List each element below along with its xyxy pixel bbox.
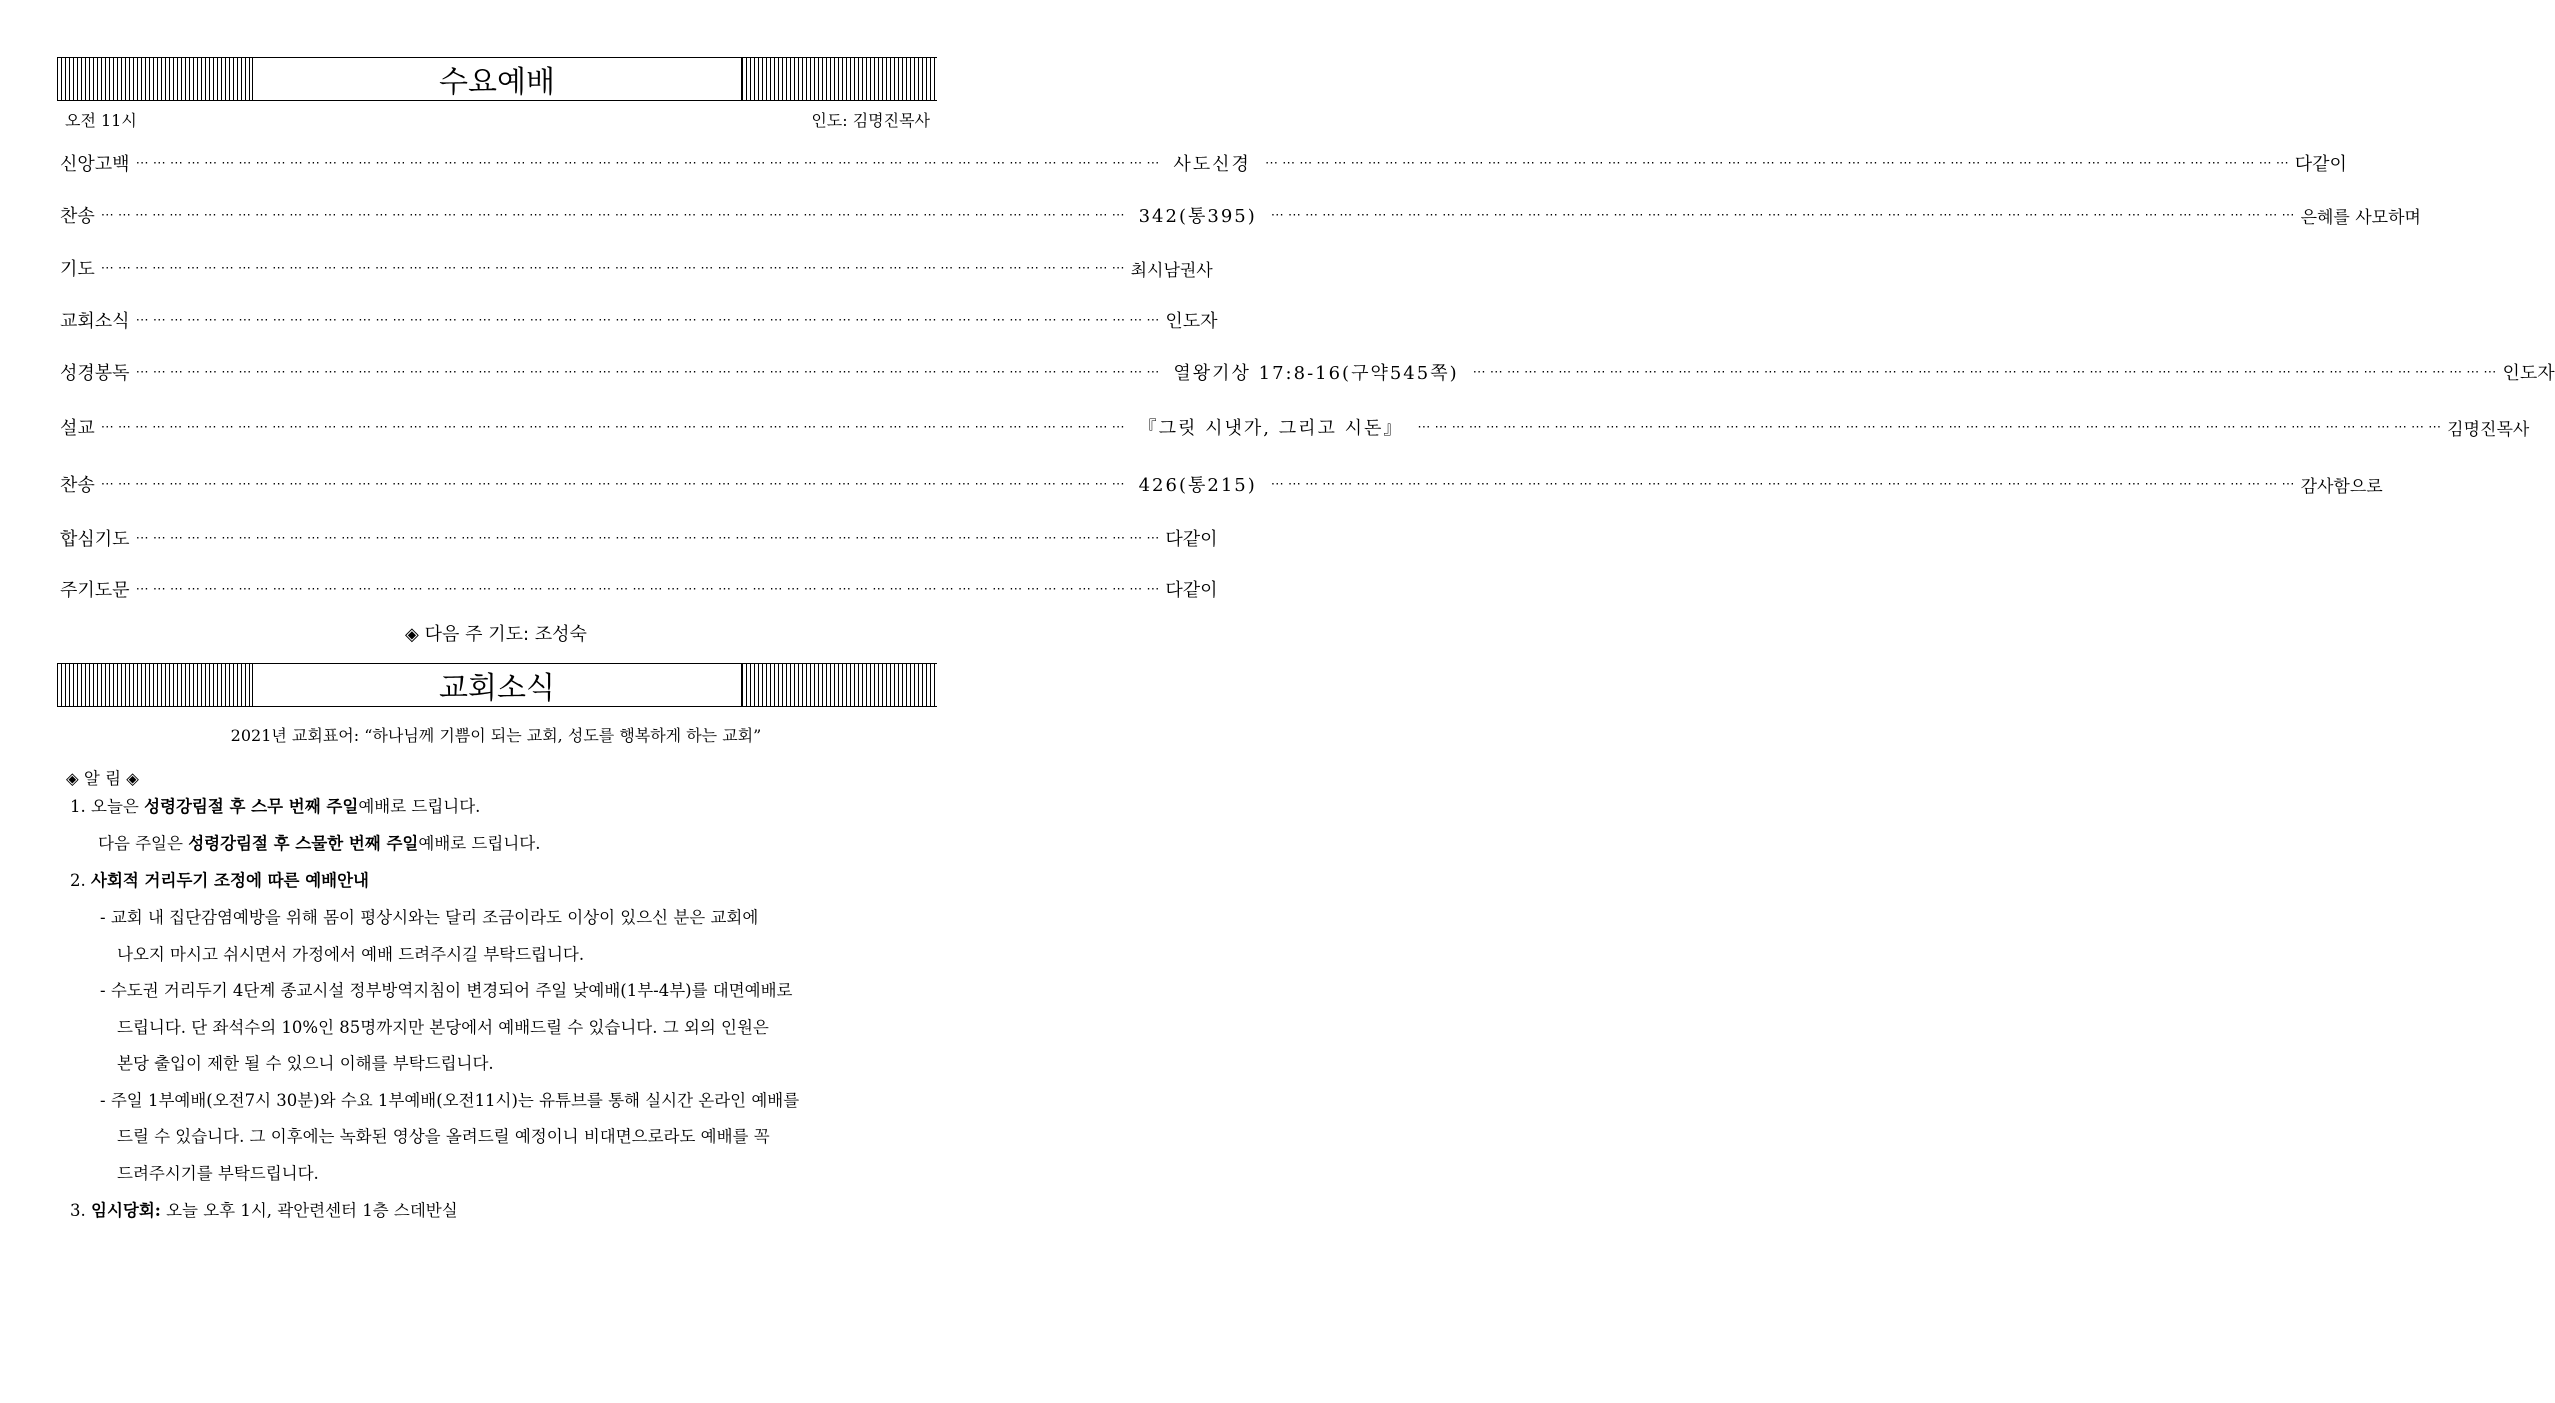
label-char: 교 xyxy=(60,311,78,332)
label-char: 찬 xyxy=(60,206,78,227)
order-item xyxy=(60,469,2383,499)
announcements-header: ◈ 알 림 ◈ xyxy=(66,769,139,788)
order-item-person xyxy=(1165,307,1217,333)
person-text: 최시남권사 xyxy=(1130,260,1213,281)
notice-1 xyxy=(70,793,480,817)
worship-banner xyxy=(57,57,937,101)
order-item-person xyxy=(2295,150,2347,176)
person-text: 자 xyxy=(1200,311,1218,332)
notice-2-line: 드릴 수 있습니다. 그 이후에는 녹화된 영상을 올려드릴 예정이니 비대면으로라도 예배를 꼭 xyxy=(117,1127,770,1146)
order-item-content: 사도신경 xyxy=(1173,154,1251,175)
label-char: 독 xyxy=(112,363,130,384)
notice-2-line: - 주일 1부예배(오전7시 30분)와 수요 1부예배(오전11시)는 유튜브를 통해 실시간 온라인 예배를 xyxy=(100,1091,800,1110)
person-text: 자 xyxy=(2537,363,2555,384)
person-text: 다 xyxy=(1165,580,1183,601)
leader-dots: ⋯ ⋯ ⋯ ⋯ ⋯ ⋯ ⋯ ⋯ ⋯ ⋯ ⋯ ⋯ ⋯ ⋯ ⋯ ⋯ ⋯ ⋯ ⋯ ⋯ ⋯ ⋯ ⋯ ⋯ ⋯ ⋯ ⋯ ⋯ ⋯ ⋯ ⋯ ⋯ ⋯ ⋯ ⋯ ⋯ ⋯ ⋯ ⋯ ⋯ ⋯ ⋯ ⋯ ⋯ ⋯ ⋯ ⋯ ⋯ ⋯ ⋯ ⋯ ⋯ ⋯ ⋯ ⋯ ⋯ ⋯ ⋯ ⋯ ⋯ 426(통215) ⋯ ⋯ ⋯ ⋯ ⋯ ⋯ ⋯ ⋯ ⋯ ⋯ ⋯ ⋯ ⋯ ⋯ ⋯ ⋯ ⋯ ⋯ ⋯ ⋯ ⋯ ⋯ ⋯ ⋯ ⋯ ⋯ ⋯ ⋯ ⋯ ⋯ ⋯ ⋯ ⋯ ⋯ ⋯ ⋯ ⋯ ⋯ ⋯ ⋯ ⋯ ⋯ ⋯ ⋯ ⋯ ⋯ ⋯ ⋯ ⋯ ⋯ ⋯ ⋯ ⋯ ⋯ ⋯ ⋯ ⋯ ⋯ ⋯ ⋯ xyxy=(95,471,2301,497)
notice-text: 다음 주일은 xyxy=(98,834,189,853)
notice-2-line: 본당 출입이 제한 될 수 있으니 이해를 부탁드립니다. xyxy=(117,1054,494,1073)
label-char: 신 xyxy=(60,154,78,175)
order-item-person xyxy=(1165,576,1217,602)
banner-hatch-right xyxy=(742,58,937,100)
leader-dots: ⋯ ⋯ ⋯ ⋯ ⋯ ⋯ ⋯ ⋯ ⋯ ⋯ ⋯ ⋯ ⋯ ⋯ ⋯ ⋯ ⋯ ⋯ ⋯ ⋯ ⋯ ⋯ ⋯ ⋯ ⋯ ⋯ ⋯ ⋯ ⋯ ⋯ ⋯ ⋯ ⋯ ⋯ ⋯ ⋯ ⋯ ⋯ ⋯ ⋯ ⋯ ⋯ ⋯ ⋯ ⋯ ⋯ ⋯ ⋯ ⋯ ⋯ ⋯ ⋯ ⋯ ⋯ ⋯ ⋯ ⋯ ⋯ ⋯ ⋯ xyxy=(135,530,1160,546)
leader-dots: ⋯ ⋯ ⋯ ⋯ ⋯ ⋯ ⋯ ⋯ ⋯ ⋯ ⋯ ⋯ ⋯ ⋯ ⋯ ⋯ ⋯ ⋯ ⋯ ⋯ ⋯ ⋯ ⋯ ⋯ ⋯ ⋯ ⋯ ⋯ ⋯ ⋯ ⋯ ⋯ ⋯ ⋯ ⋯ ⋯ ⋯ ⋯ ⋯ ⋯ ⋯ ⋯ ⋯ ⋯ ⋯ ⋯ ⋯ ⋯ ⋯ ⋯ ⋯ ⋯ ⋯ ⋯ ⋯ ⋯ ⋯ ⋯ ⋯ ⋯ xyxy=(135,312,1160,328)
label-char: 기 xyxy=(94,529,113,550)
label-char: 주 xyxy=(60,580,78,601)
person-text: 인 xyxy=(2502,363,2520,384)
person-text: 같 xyxy=(1182,580,1201,601)
order-item-label xyxy=(60,525,130,551)
notice-2-line: 드려주시기를 부탁드립니다. xyxy=(117,1164,319,1183)
worship-time: 오전 11시 xyxy=(65,111,137,130)
order-item-content: 열왕기상 17:8-16(구약545쪽) xyxy=(1173,363,1459,384)
order-item-content: 426(통215) xyxy=(1138,475,1257,496)
order-item-label xyxy=(60,359,130,385)
banner-hatch-right xyxy=(742,664,937,706)
person-text: 다 xyxy=(1165,529,1183,550)
worship-leader: 인도: 김명진목사 xyxy=(811,111,930,130)
label-char: 문 xyxy=(112,580,130,601)
order-item xyxy=(60,412,2530,442)
church-motto: 2021년 교회표어: “하나님께 기쁨이 되는 교회, 성도를 행복하게 하는 교회” xyxy=(230,726,762,745)
label-char: 도 xyxy=(112,529,130,550)
label-char: 소 xyxy=(94,311,113,332)
label-char: 기 xyxy=(77,580,95,601)
news-banner xyxy=(57,663,937,707)
notice-2-line: - 수도권 거리두기 4단계 종교시설 정부방역지침이 변경되어 주일 낮예배(1부-4부)를 대면예배로 xyxy=(100,981,793,1000)
banner-hatch-left xyxy=(57,664,252,706)
notice-2-line: 나오지 마시고 쉬시면서 가정에서 예배 드려주시길 부탁드립니다. xyxy=(117,945,585,964)
notice-3 xyxy=(70,1197,458,1221)
notice-number: 1. xyxy=(70,797,86,816)
person-text: 인 xyxy=(1165,311,1183,332)
order-item-label xyxy=(60,414,95,440)
notice-2-title: 사회적 거리두기 조정에 따른 예배안내 xyxy=(91,871,370,890)
label-char: 경 xyxy=(77,363,95,384)
news-title: 교회소식 xyxy=(252,664,742,706)
order-item-content: 『그릿 시냇가, 그리고 시돈』 xyxy=(1138,418,1404,439)
person-text: 같 xyxy=(2312,154,2330,175)
notice-2-line: 드립니다. 단 좌석수의 10%인 85명까지만 본당에서 예배드릴 수 있습니다. 그 외의 인원은 xyxy=(117,1018,769,1037)
notice-bold: 성령강림절 후 스물한 번째 주일 xyxy=(188,834,419,853)
order-item xyxy=(60,253,1213,283)
order-item-label xyxy=(60,255,95,281)
order-item-person xyxy=(2301,472,2383,497)
order-item-label xyxy=(60,307,130,333)
label-char: 교 xyxy=(77,418,95,439)
notice-3-text: 오늘 오후 1시, 곽안련센터 1층 스데반실 xyxy=(160,1201,458,1220)
person-text: 이 xyxy=(2329,154,2347,175)
notice-text: 예배로 드립니다. xyxy=(358,797,481,816)
order-item xyxy=(60,148,2347,178)
order-item-person xyxy=(2502,359,2554,385)
order-item-content: 342(통395) xyxy=(1138,206,1257,227)
order-item xyxy=(60,523,1218,553)
order-item-person xyxy=(2447,415,2529,440)
leader-dots: ⋯ ⋯ ⋯ ⋯ ⋯ ⋯ ⋯ ⋯ ⋯ ⋯ ⋯ ⋯ ⋯ ⋯ ⋯ ⋯ ⋯ ⋯ ⋯ ⋯ ⋯ ⋯ ⋯ ⋯ ⋯ ⋯ ⋯ ⋯ ⋯ ⋯ ⋯ ⋯ ⋯ ⋯ ⋯ ⋯ ⋯ ⋯ ⋯ ⋯ ⋯ ⋯ ⋯ ⋯ ⋯ ⋯ ⋯ ⋯ ⋯ ⋯ ⋯ ⋯ ⋯ ⋯ ⋯ ⋯ ⋯ ⋯ ⋯ ⋯ 『그릿 시냇가, 그리고 시돈』 ⋯ ⋯ ⋯ ⋯ ⋯ ⋯ ⋯ ⋯ ⋯ ⋯ ⋯ ⋯ ⋯ ⋯ ⋯ ⋯ ⋯ ⋯ ⋯ ⋯ ⋯ ⋯ ⋯ ⋯ ⋯ ⋯ ⋯ ⋯ ⋯ ⋯ ⋯ ⋯ ⋯ ⋯ ⋯ ⋯ ⋯ ⋯ ⋯ ⋯ ⋯ ⋯ ⋯ ⋯ ⋯ ⋯ ⋯ ⋯ ⋯ ⋯ ⋯ ⋯ ⋯ ⋯ ⋯ ⋯ ⋯ ⋯ ⋯ ⋯ xyxy=(95,414,2447,440)
order-item-person xyxy=(1165,525,1217,551)
person-text: 이 xyxy=(1200,580,1218,601)
person-text: 김명진목사 xyxy=(2447,419,2530,440)
label-char: 고 xyxy=(94,154,113,175)
order-item-person xyxy=(2301,203,2421,228)
label-char: 성 xyxy=(60,363,78,384)
person-text: 도 xyxy=(2519,363,2538,384)
label-char: 심 xyxy=(77,529,95,550)
label-char: 송 xyxy=(77,475,95,496)
next-week-prayer: ◈ 다음 주 기도: 조성숙 xyxy=(405,624,587,645)
banner-hatch-left xyxy=(57,58,252,100)
leader-dots: ⋯ ⋯ ⋯ ⋯ ⋯ ⋯ ⋯ ⋯ ⋯ ⋯ ⋯ ⋯ ⋯ ⋯ ⋯ ⋯ ⋯ ⋯ ⋯ ⋯ ⋯ ⋯ ⋯ ⋯ ⋯ ⋯ ⋯ ⋯ ⋯ ⋯ ⋯ ⋯ ⋯ ⋯ ⋯ ⋯ ⋯ ⋯ ⋯ ⋯ ⋯ ⋯ ⋯ ⋯ ⋯ ⋯ ⋯ ⋯ ⋯ ⋯ ⋯ ⋯ ⋯ ⋯ ⋯ ⋯ ⋯ ⋯ ⋯ ⋯ 사도신경 ⋯ ⋯ ⋯ ⋯ ⋯ ⋯ ⋯ ⋯ ⋯ ⋯ ⋯ ⋯ ⋯ ⋯ ⋯ ⋯ ⋯ ⋯ ⋯ ⋯ ⋯ ⋯ ⋯ ⋯ ⋯ ⋯ ⋯ ⋯ ⋯ ⋯ ⋯ ⋯ ⋯ ⋯ ⋯ ⋯ ⋯ ⋯ ⋯ ⋯ ⋯ ⋯ ⋯ ⋯ ⋯ ⋯ ⋯ ⋯ ⋯ ⋯ ⋯ ⋯ ⋯ ⋯ ⋯ ⋯ ⋯ ⋯ ⋯ ⋯ xyxy=(130,150,2295,176)
order-item-label xyxy=(60,576,130,602)
label-char: 봉 xyxy=(94,363,113,384)
label-char: 도 xyxy=(94,580,113,601)
leader-dots: ⋯ ⋯ ⋯ ⋯ ⋯ ⋯ ⋯ ⋯ ⋯ ⋯ ⋯ ⋯ ⋯ ⋯ ⋯ ⋯ ⋯ ⋯ ⋯ ⋯ ⋯ ⋯ ⋯ ⋯ ⋯ ⋯ ⋯ ⋯ ⋯ ⋯ ⋯ ⋯ ⋯ ⋯ ⋯ ⋯ ⋯ ⋯ ⋯ ⋯ ⋯ ⋯ ⋯ ⋯ ⋯ ⋯ ⋯ ⋯ ⋯ ⋯ ⋯ ⋯ ⋯ ⋯ ⋯ ⋯ ⋯ ⋯ ⋯ ⋯ 342(통395) ⋯ ⋯ ⋯ ⋯ ⋯ ⋯ ⋯ ⋯ ⋯ ⋯ ⋯ ⋯ ⋯ ⋯ ⋯ ⋯ ⋯ ⋯ ⋯ ⋯ ⋯ ⋯ ⋯ ⋯ ⋯ ⋯ ⋯ ⋯ ⋯ ⋯ ⋯ ⋯ ⋯ ⋯ ⋯ ⋯ ⋯ ⋯ ⋯ ⋯ ⋯ ⋯ ⋯ ⋯ ⋯ ⋯ ⋯ ⋯ ⋯ ⋯ ⋯ ⋯ ⋯ ⋯ ⋯ ⋯ ⋯ ⋯ ⋯ ⋯ xyxy=(95,202,2301,228)
notice-2 xyxy=(70,867,369,891)
order-item xyxy=(60,574,1218,604)
notice-text: 오늘은 xyxy=(91,797,145,816)
notice-3-title: 임시당회: xyxy=(91,1201,161,1220)
label-char: 앙 xyxy=(77,154,95,175)
label-char: 도 xyxy=(77,259,95,280)
notice-text: 예배로 드립니다. xyxy=(418,834,541,853)
leader-dots: ⋯ ⋯ ⋯ ⋯ ⋯ ⋯ ⋯ ⋯ ⋯ ⋯ ⋯ ⋯ ⋯ ⋯ ⋯ ⋯ ⋯ ⋯ ⋯ ⋯ ⋯ ⋯ ⋯ ⋯ ⋯ ⋯ ⋯ ⋯ ⋯ ⋯ ⋯ ⋯ ⋯ ⋯ ⋯ ⋯ ⋯ ⋯ ⋯ ⋯ ⋯ ⋯ ⋯ ⋯ ⋯ ⋯ ⋯ ⋯ ⋯ ⋯ ⋯ ⋯ ⋯ ⋯ ⋯ ⋯ ⋯ ⋯ ⋯ ⋯ xyxy=(135,581,1160,597)
label-char: 회 xyxy=(77,311,95,332)
notice-1-line-2 xyxy=(98,830,540,854)
label-char: 합 xyxy=(60,529,78,550)
leader-dots: ⋯ ⋯ ⋯ ⋯ ⋯ ⋯ ⋯ ⋯ ⋯ ⋯ ⋯ ⋯ ⋯ ⋯ ⋯ ⋯ ⋯ ⋯ ⋯ ⋯ ⋯ ⋯ ⋯ ⋯ ⋯ ⋯ ⋯ ⋯ ⋯ ⋯ ⋯ ⋯ ⋯ ⋯ ⋯ ⋯ ⋯ ⋯ ⋯ ⋯ ⋯ ⋯ ⋯ ⋯ ⋯ ⋯ ⋯ ⋯ ⋯ ⋯ ⋯ ⋯ ⋯ ⋯ ⋯ ⋯ ⋯ ⋯ ⋯ ⋯ xyxy=(100,260,1125,276)
worship-title: 수요예배 xyxy=(252,58,742,100)
order-item-person xyxy=(1131,256,1213,281)
label-char: 설 xyxy=(60,418,78,439)
label-char: 기 xyxy=(60,259,78,280)
label-char: 송 xyxy=(77,206,95,227)
notice-2-line: - 교회 내 집단감염예방을 위해 몸이 평상시와는 달리 조금이라도 이상이 있으신 분은 교회에 xyxy=(100,908,759,927)
person-text: 다 xyxy=(2294,154,2313,175)
label-char: 식 xyxy=(112,311,130,332)
label-char: 찬 xyxy=(60,475,78,496)
notice-number: 3. xyxy=(70,1201,86,1220)
leader-dots: ⋯ ⋯ ⋯ ⋯ ⋯ ⋯ ⋯ ⋯ ⋯ ⋯ ⋯ ⋯ ⋯ ⋯ ⋯ ⋯ ⋯ ⋯ ⋯ ⋯ ⋯ ⋯ ⋯ ⋯ ⋯ ⋯ ⋯ ⋯ ⋯ ⋯ ⋯ ⋯ ⋯ ⋯ ⋯ ⋯ ⋯ ⋯ ⋯ ⋯ ⋯ ⋯ ⋯ ⋯ ⋯ ⋯ ⋯ ⋯ ⋯ ⋯ ⋯ ⋯ ⋯ ⋯ ⋯ ⋯ ⋯ ⋯ ⋯ ⋯ 열왕기상 17:8-16(구약545쪽) ⋯ ⋯ ⋯ ⋯ ⋯ ⋯ ⋯ ⋯ ⋯ ⋯ ⋯ ⋯ ⋯ ⋯ ⋯ ⋯ ⋯ ⋯ ⋯ ⋯ ⋯ ⋯ ⋯ ⋯ ⋯ ⋯ ⋯ ⋯ ⋯ ⋯ ⋯ ⋯ ⋯ ⋯ ⋯ ⋯ ⋯ ⋯ ⋯ ⋯ ⋯ ⋯ ⋯ ⋯ ⋯ ⋯ ⋯ ⋯ ⋯ ⋯ ⋯ ⋯ ⋯ ⋯ ⋯ ⋯ ⋯ ⋯ ⋯ ⋯ xyxy=(130,359,2503,385)
person-text: 감사함으로 xyxy=(2300,476,2383,497)
person-text: 같 xyxy=(1182,529,1201,550)
order-item xyxy=(60,200,2421,230)
order-item-label xyxy=(60,150,130,176)
person-text: 도 xyxy=(1182,311,1201,332)
order-item xyxy=(60,357,2555,387)
order-item-label xyxy=(60,471,95,497)
order-item-label xyxy=(60,202,95,228)
notice-number: 2. xyxy=(70,871,86,890)
person-text: 은혜를 사모하며 xyxy=(2300,207,2421,228)
order-item xyxy=(60,305,1218,335)
notice-bold: 성령강림절 후 스무 번째 주일 xyxy=(144,797,359,816)
person-text: 이 xyxy=(1200,529,1218,550)
label-char: 백 xyxy=(112,154,130,175)
